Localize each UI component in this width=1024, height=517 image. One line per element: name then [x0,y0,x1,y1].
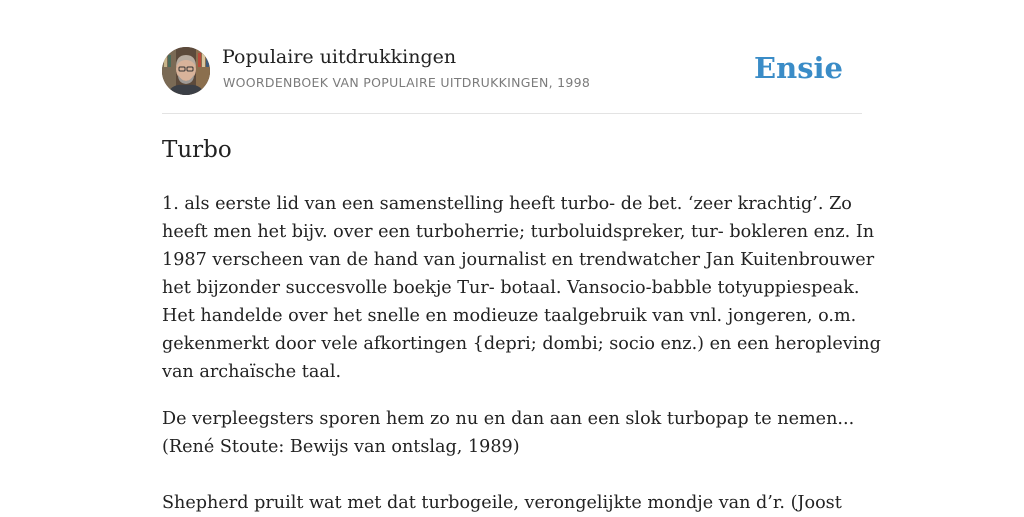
text-line: 1987 verscheen van de hand van journalist en trendwatcher Jan Kuitenbrouwer [162,250,875,270]
source-subtitle: WOORDENBOEK VAN POPULAIRE UITDRUKKINGEN, 1998 [223,75,591,90]
text-line: Het handelde over het snelle en modieuze taalgebruik van vnl. jongeren, o.m. [162,306,857,326]
author-avatar[interactable] [162,47,210,95]
text-line: Shepherd pruilt wat met dat turbogeile, verongelijkte mondje van d’r. (Joost [162,493,842,513]
text-line: 1. als eerste lid van een samenstelling heeft turbo- de bet. ‘zeer krachtig’. Zo [162,194,852,214]
text-line: gekenmerkt door vele afkortingen {depri; dombi; socio enz.) en een heropleving [162,334,881,354]
quote-paragraph [162,405,862,461]
definition-paragraph [162,190,881,386]
author-portrait-icon [162,47,210,95]
ensie-logo[interactable]: Ensie [754,51,843,85]
page [162,0,881,513]
source-title[interactable]: Populaire uitdrukkingen [222,46,457,68]
entry-title: Turbo [162,137,232,163]
source-header [162,0,862,114]
text-line: van archaïsche taal. [162,362,342,382]
text-line: het bijzonder succesvolle boekje Tur- botaal. Vansocio-babble totyuppiespeak. [162,278,860,298]
text-line: (René Stoute: Bewijs van ontslag, 1989) [162,437,520,457]
quote-paragraph [162,489,862,517]
text-line: De verpleegsters sporen hem zo nu en dan aan een slok turbopap te nemen... [162,409,855,429]
text-line: heeft men het bijv. over een turboherrie; turboluidspreker, tur- bokleren enz. In [162,222,875,242]
